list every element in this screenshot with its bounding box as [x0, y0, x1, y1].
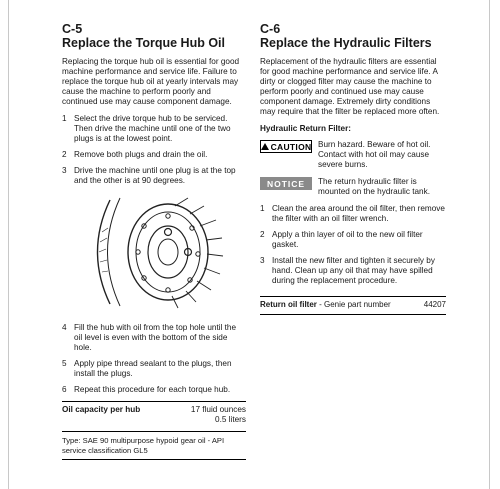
list-item: 2 Apply a thin layer of oil to the new oil filter gasket.: [260, 230, 423, 249]
warning-triangle-icon: [261, 143, 269, 150]
caution-box: [260, 140, 446, 170]
list-item: 1 Select the drive torque hub to be serviced. Then drive the machine until one of the two plugs is at the lowest point.: [62, 114, 231, 143]
list-item: 6 Repeat this procedure for each torque hub.: [62, 385, 231, 394]
spec-label: Oil capacity per hub: [62, 405, 141, 414]
notice-text: The return hydraulic filter is mounted on the hydraulic tank.: [318, 177, 430, 196]
list-item: 2 Remove both plugs and drain the oil.: [62, 150, 208, 159]
notice-badge: NOTICE: [260, 177, 312, 190]
section-c6: [260, 22, 446, 315]
torque-hub-illustration: [80, 192, 230, 312]
intro-paragraph: Replacement of the hydraulic filters are essential for good machine performance and service life. A dirty or clogged filter may cause the machine to perform poorly and continued use may cause component damage. Extremely dirty conditions may require that the filter be replaced more often.: [260, 57, 440, 116]
part-number-row: [260, 296, 446, 315]
section-number: C-6: [260, 22, 281, 36]
spec-row: [62, 402, 246, 425]
list-item: 1 Clean the area around the oil filter, then remove the filter with an oil filter wrench.: [260, 204, 445, 223]
oil-capacity-spec: [62, 401, 246, 460]
subheading: Hydraulic Return Filter:: [260, 124, 351, 133]
list-item: 3 Install the new filter and tighten it securely by hand. Clean up any oil that may have spilled during the replacement procedure.: [260, 256, 435, 285]
intro-paragraph: Replacing the torque hub oil is essential for good machine performance and service life. Failure to replace the torque hub oil at yearly intervals may cause the machine to perform poorly and continued use may cause component damage.: [62, 57, 240, 106]
spec-type-note: Type: SAE 90 multipurpose hypoid gear oil - API service classification GL5: [62, 431, 246, 460]
list-item: 3 Drive the machine until one plug is at the top and the other is at 90 degrees.: [62, 166, 236, 185]
caution-text: Burn hazard. Beware of hot oil. Contact with hot oil may cause severe burns.: [318, 140, 431, 169]
section-title: Replace the Hydraulic Filters: [260, 36, 432, 50]
section-title: Replace the Torque Hub Oil: [62, 36, 225, 50]
list-item: 5 Apply pipe thread sealant to the plugs, then install the plugs.: [62, 359, 232, 378]
part-label: Return oil filter - Genie part number: [260, 300, 391, 309]
section-c5: [62, 22, 246, 460]
caution-badge: CAUTION: [260, 140, 312, 153]
notice-box: [260, 177, 446, 197]
steps-list: [260, 204, 446, 286]
steps-list-continued: [62, 323, 246, 395]
list-item: 4 Fill the hub with oil from the top hole until the oil level is even with the bottom of the side hole.: [62, 323, 237, 352]
steps-list: [62, 114, 246, 186]
section-number: C-5: [62, 22, 83, 36]
page-right-border: [489, 0, 490, 489]
part-number: 44207: [423, 300, 446, 309]
page-left-border: [8, 0, 9, 489]
spec-value: 17 fluid ounces 0.5 liters: [190, 405, 246, 424]
